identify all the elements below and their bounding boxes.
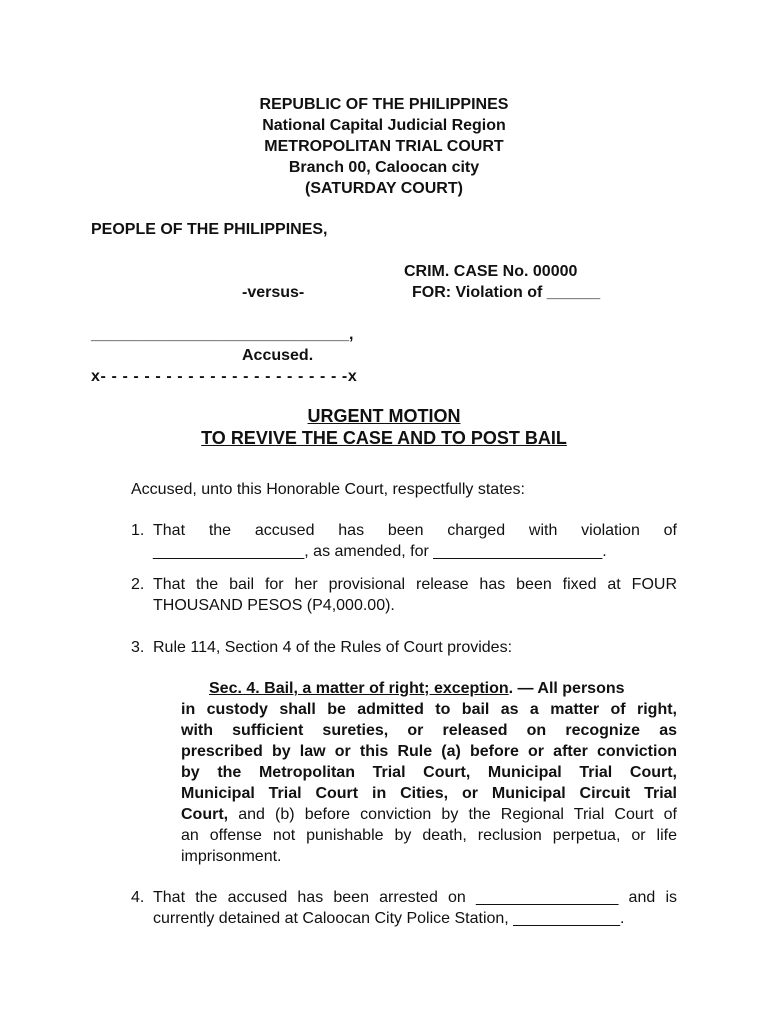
rule-114-quote [181,678,677,867]
quote-heading-rest: . — All persons [508,680,625,697]
header-republic: REPUBLIC OF THE PHILIPPINES [259,96,509,113]
accused-name-blank: _____________________________, [91,326,354,343]
paragraph-4-number: 4. [131,889,145,906]
paragraph-3-number: 3. [131,639,145,656]
paragraph-2-line-2: THOUSAND PESOS (P4,000.00). [153,597,395,614]
paragraph-4-line-2: currently detained at Caloocan City Police Station, ____________. [153,910,625,927]
quote-line-6: Municipal Trial Court in Cities, or Municipal Circuit Trial [181,785,677,802]
court-header [0,94,768,199]
quote-line-4: prescribed by law or this Rule (a) before or after conviction [181,743,677,760]
accused-label: Accused. [242,347,314,364]
paragraph-1-line-2: _________________, as amended, for ___________________. [153,543,607,560]
paragraph-4-line-1: That the accused has been arrested on ________________ and is [153,889,677,906]
versus-label: -versus- [242,284,305,301]
caption-separator: x- - - - - - - - - - - - - - - - - - - - - - -x [91,368,358,385]
quote-court-bold: Court, [181,806,229,823]
quote-heading: Sec. 4. Bail, a matter of right; exception [209,680,509,697]
intro-text: Accused, unto this Honorable Court, respectfully states: [131,481,525,498]
quote-line-7-rest: and (b) before conviction by the Regional Trial Court of [228,806,677,823]
title-line-2: TO REVIVE THE CASE AND TO POST BAIL [201,428,567,448]
paragraph-1-line-1: That the accused has been charged with violation of [153,522,677,539]
quote-line-2: in custody shall be admitted to bail as a matter of right, [181,701,677,718]
plaintiff-name: PEOPLE OF THE PHILIPPINES, [91,221,328,238]
quote-line-8: an offense not punishable by death, reclusion perpetua, or life [181,827,677,844]
header-court: METROPOLITAN TRIAL COURT [264,138,504,155]
header-saturday-court: (SATURDAY COURT) [305,180,463,197]
quote-line-9: imprisonment. [181,848,282,865]
motion-title [0,405,768,449]
paragraph-2-number: 2. [131,576,145,593]
paragraph-1-number: 1. [131,522,145,539]
quote-heading-line [181,678,677,699]
header-region: National Capital Judicial Region [262,117,506,134]
violation-label: FOR: Violation of ______ [412,284,601,301]
quote-line-3: with sufficient sureties, or released on recognize as [181,722,677,739]
quote-line-7 [181,804,677,825]
case-number: CRIM. CASE No. 00000 [404,263,578,280]
paragraph-3-line-1: Rule 114, Section 4 of the Rules of Court provides: [153,639,513,656]
quote-line-5: by the Metropolitan Trial Court, Municipal Trial Court, [181,764,677,781]
paragraph-2-line-1: That the bail for her provisional release has been fixed at FOUR [153,576,677,593]
header-branch: Branch 00, Caloocan city [288,159,480,176]
title-line-1: URGENT MOTION [307,406,461,426]
